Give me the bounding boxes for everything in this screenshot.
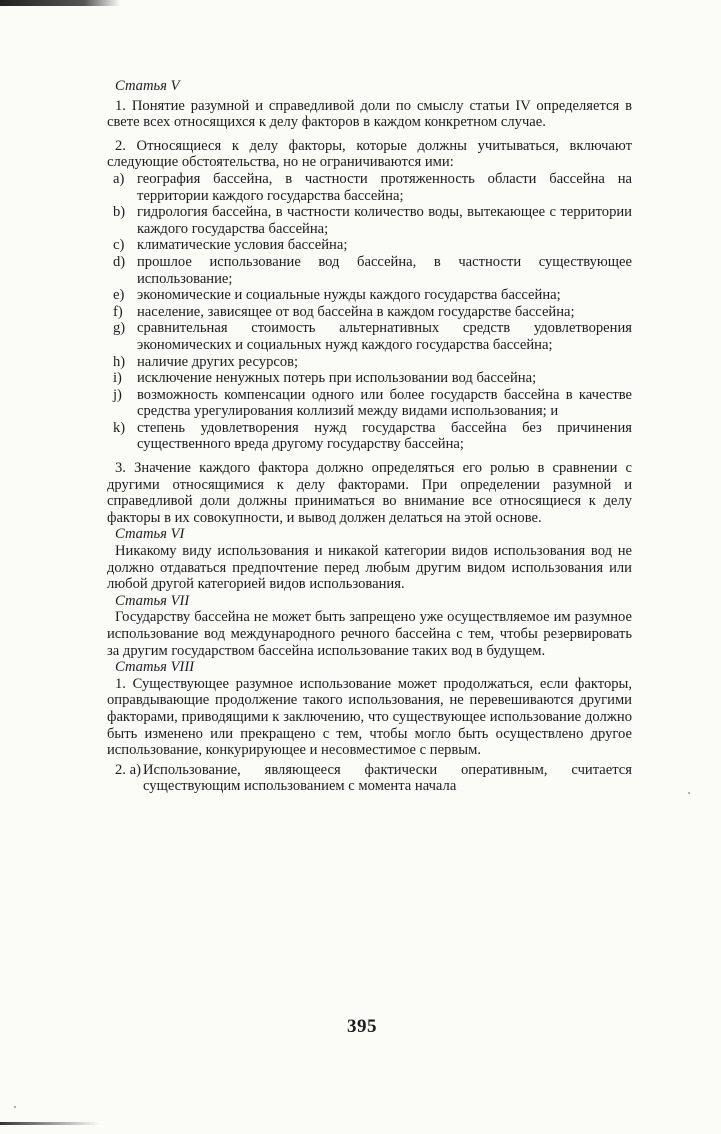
list-item (107, 420, 632, 453)
list-text: наличие других ресурсов; (137, 353, 299, 370)
factor-list (107, 171, 632, 453)
list-item (107, 320, 632, 353)
list-text: экономические и социальные нужды каждого государства бассейна; (137, 287, 561, 304)
list-letter: a) (113, 170, 125, 187)
article-heading: Статья V (115, 78, 180, 94)
scan-edge-bottom (0, 1122, 100, 1125)
list-item (107, 287, 632, 304)
article-heading: Статья VI (115, 526, 185, 543)
list-item (107, 354, 632, 371)
list-text: климатические условия бассейна; (137, 237, 348, 254)
page-number: 395 (347, 1016, 377, 1037)
list-item (107, 171, 632, 204)
list-letter: d) (113, 253, 126, 270)
scan-edge-top (0, 0, 120, 6)
list-text: степень удовлетворения нужд государства бассейна без причинения существенного вреда другому государству бассейна; (137, 419, 632, 453)
scan-speck (688, 792, 690, 794)
list-text: гидрология бассейна, в частности количество воды, вытекающее с территории каждого государства бассейна; (137, 204, 632, 237)
list-text: население, зависящее от вод бассейна в каждом государстве бассейна; (137, 303, 575, 320)
subparagraph-text: Использование, являющееся фактически оперативным, считается существующим использованием с момента начала (143, 761, 632, 795)
list-letter: i) (113, 370, 122, 387)
paragraph: 1. Существующее разумное использование может продолжаться, если факторы, оправдывающие продолжение такого использования, не перевешиваются другими факторами, приводящими к заключению, что существующее использование должно быть изменено или прекращено с тем, чтобы могло быть осуществлено другое использование, конкурирующее и несовместимое с первым. (107, 675, 632, 759)
list-letter: h) (113, 353, 126, 370)
list-text: прошлое использование вод бассейна, в частности существующее использование; (137, 253, 632, 287)
list-letter: c) (113, 237, 125, 254)
list-item (107, 237, 632, 254)
list-text: сравнительная стоимость альтернативных средств удовлетворения экономических и социальных нужд каждого государства бассейна; (137, 320, 632, 353)
list-letter: g) (113, 320, 126, 337)
list-item (107, 254, 632, 287)
article-heading: Статья VIII (115, 659, 195, 676)
list-letter: f) (113, 303, 123, 320)
list-letter: b) (113, 204, 126, 221)
list-text: возможность компенсации одного или более государств бассейна в качестве средства урегулирования коллизий между видами использования; и (137, 386, 632, 420)
list-item (107, 204, 632, 237)
list-letter: e) (113, 287, 125, 304)
paragraph: Государству бассейна не может быть запрещено уже осуществляемое им разумное использование вод международного речного бассейна с тем, чтобы резервировать за другим государством бассейна использование таких вод в будущем. (107, 609, 632, 659)
list-letter: j) (113, 386, 122, 403)
list-letter: k) (113, 419, 126, 436)
document-page (107, 78, 632, 795)
list-item (107, 370, 632, 387)
list-item (107, 387, 632, 420)
paragraph: 2. Относящиеся к делу факторы, которые должны учитываться, включают следующие обстоятельства, но не ограничиваются ими: (107, 137, 632, 171)
paragraph: 3. Значение каждого фактора должно определяться его ролью в сравнении с другими относящимися к делу факторами. При определении разумной и справедливой доли должны приниматься во внимание все относящиеся к делу факторы в их совокупности, и вывод должен делаться на этой основе. (107, 460, 632, 526)
paragraph: 1. Понятие разумной и справедливой доли по смыслу статьи IV определяется в свете всех относящихся к делу факторов в каждом конкретном случае. (107, 97, 632, 131)
list-text: исключение ненужных потерь при использовании вод бассейна; (137, 370, 537, 387)
scan-speck (14, 1106, 16, 1108)
list-item (107, 304, 632, 321)
article-heading: Статья VII (115, 592, 190, 609)
subparagraph (107, 762, 632, 795)
paragraph: Никакому виду использования и никакой категории видов использования вод не должно отдаваться предпочтение перед любым другим видом использования или любой другой категорией видов использования. (107, 543, 632, 593)
subparagraph-number: 2. а) (115, 761, 141, 778)
list-text: география бассейна, в частности протяженность области бассейна на территории каждого государства бассейна; (137, 170, 632, 204)
